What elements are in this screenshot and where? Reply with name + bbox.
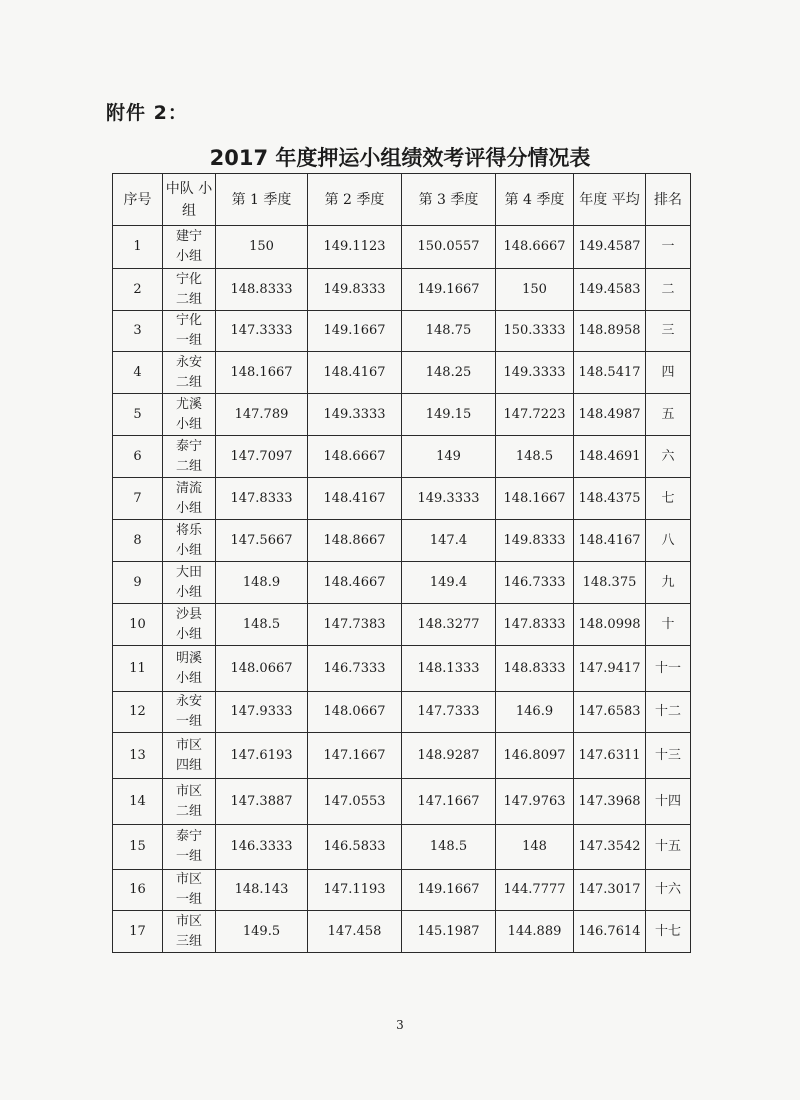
cell-q1: 147.789 (216, 394, 308, 436)
table-row (113, 825, 691, 870)
cell-team-line: 二组 (175, 291, 202, 307)
cell-avg: 147.3542 (574, 825, 646, 870)
cell-team-line: 一组 (175, 892, 202, 907)
cell-q1: 149.5 (216, 911, 308, 953)
cell-avg: 148.4375 (574, 478, 646, 520)
cell-seq: 3 (113, 311, 163, 352)
cell-rank: 二 (646, 269, 691, 311)
cell-team-line: 宁化 (175, 271, 202, 287)
table-row (113, 269, 691, 311)
header-team-line1: 中队 (165, 180, 194, 197)
table-row (113, 870, 691, 911)
cell-q4: 147.8333 (496, 604, 574, 646)
cell-q3: 148.1333 (402, 646, 496, 692)
cell-team-line: 三组 (175, 933, 202, 949)
table-row (113, 520, 691, 562)
cell-rank: 十七 (646, 911, 691, 953)
header-team (163, 174, 216, 226)
cell-rank: 十 (646, 604, 691, 646)
cell-seq: 2 (113, 269, 163, 311)
attachment-label: 附件 2： (106, 102, 188, 124)
cell-team-line: 尤溪 (175, 396, 202, 412)
page-number: 3 (396, 1018, 404, 1032)
cell-q3: 149.3333 (402, 478, 496, 520)
cell-q1: 147.3333 (216, 311, 308, 352)
header-q3: 第 3 季度 (402, 174, 496, 226)
cell-q4: 146.8097 (496, 733, 574, 779)
cell-q1: 148.8333 (216, 269, 308, 311)
cell-team-line: 小组 (175, 670, 202, 686)
cell-team-line: 一组 (175, 714, 202, 729)
cell-team (163, 394, 216, 436)
cell-q2: 148.4667 (308, 562, 402, 604)
table-row (113, 352, 691, 394)
cell-seq: 17 (113, 911, 163, 953)
table-body (113, 226, 691, 953)
cell-q2: 146.5833 (308, 825, 402, 870)
cell-avg: 147.6311 (574, 733, 646, 779)
table-row (113, 478, 691, 520)
cell-q2: 148.0667 (308, 692, 402, 733)
cell-q3: 147.4 (402, 520, 496, 562)
cell-team (163, 779, 216, 825)
cell-team (163, 733, 216, 779)
cell-avg: 147.6583 (574, 692, 646, 733)
cell-q4: 149.8333 (496, 520, 574, 562)
cell-team-line: 小组 (175, 249, 202, 264)
cell-q3: 148.5 (402, 825, 496, 870)
table-row (113, 911, 691, 953)
cell-team-line: 建宁 (175, 229, 202, 244)
table-row (113, 436, 691, 478)
cell-q1: 148.5 (216, 604, 308, 646)
cell-avg: 149.4587 (574, 226, 646, 269)
cell-q1: 146.3333 (216, 825, 308, 870)
cell-avg: 148.8958 (574, 311, 646, 352)
cell-team-line: 市区 (175, 737, 202, 753)
document-title: 2017 年度押运小组绩效考评得分情况表 (209, 146, 591, 170)
cell-q3: 149 (402, 436, 496, 478)
table-row (113, 394, 691, 436)
cell-q4: 148.5 (496, 436, 574, 478)
cell-q2: 148.8667 (308, 520, 402, 562)
cell-q3: 149.15 (402, 394, 496, 436)
header-rank: 排名 (646, 174, 691, 226)
cell-q3: 150.0557 (402, 226, 496, 269)
cell-team-line: 一组 (175, 333, 202, 348)
cell-team (163, 311, 216, 352)
cell-team (163, 352, 216, 394)
cell-team-line: 二组 (175, 458, 202, 474)
cell-team-line: 清流 (175, 480, 202, 496)
cell-q3: 147.1667 (402, 779, 496, 825)
cell-q1: 147.9333 (216, 692, 308, 733)
cell-avg: 148.4691 (574, 436, 646, 478)
cell-team (163, 269, 216, 311)
cell-avg: 149.4583 (574, 269, 646, 311)
cell-team-line: 一组 (175, 849, 202, 864)
cell-rank: 一 (646, 226, 691, 269)
cell-avg: 148.5417 (574, 352, 646, 394)
cell-q2: 149.1667 (308, 311, 402, 352)
header-seq: 序号 (113, 174, 163, 226)
cell-q4: 149.3333 (496, 352, 574, 394)
cell-q2: 148.6667 (308, 436, 402, 478)
cell-avg: 148.4987 (574, 394, 646, 436)
cell-avg: 147.9417 (574, 646, 646, 692)
cell-q3: 148.25 (402, 352, 496, 394)
cell-seq: 6 (113, 436, 163, 478)
cell-q2: 147.7383 (308, 604, 402, 646)
cell-rank: 九 (646, 562, 691, 604)
cell-q2: 148.4167 (308, 478, 402, 520)
cell-team-line: 泰宁 (175, 829, 202, 844)
header-avg-line2: 平均 (611, 191, 640, 208)
cell-team-line: 小组 (175, 584, 202, 600)
cell-q2: 147.1193 (308, 870, 402, 911)
cell-team (163, 646, 216, 692)
cell-team-line: 小组 (175, 542, 202, 558)
cell-q1: 148.0667 (216, 646, 308, 692)
cell-team-line: 宁化 (175, 313, 202, 328)
table-row (113, 733, 691, 779)
cell-seq: 14 (113, 779, 163, 825)
cell-q1: 147.5667 (216, 520, 308, 562)
table-row (113, 692, 691, 733)
cell-q4: 144.7777 (496, 870, 574, 911)
cell-q2: 148.4167 (308, 352, 402, 394)
cell-team-line: 明溪 (175, 650, 202, 666)
cell-rank: 三 (646, 311, 691, 352)
cell-rank: 十六 (646, 870, 691, 911)
cell-team-line: 小组 (175, 500, 202, 516)
cell-seq: 16 (113, 870, 163, 911)
cell-seq: 4 (113, 352, 163, 394)
table-row (113, 604, 691, 646)
cell-team (163, 911, 216, 953)
cell-seq: 1 (113, 226, 163, 269)
cell-avg: 148.375 (574, 562, 646, 604)
cell-q4: 148.1667 (496, 478, 574, 520)
cell-rank: 十五 (646, 825, 691, 870)
cell-team-line: 四组 (175, 757, 202, 773)
header-avg-line1: 年度 (579, 191, 608, 208)
cell-team-line: 市区 (175, 872, 202, 887)
cell-q1: 147.3887 (216, 779, 308, 825)
cell-team (163, 562, 216, 604)
cell-q4: 148.6667 (496, 226, 574, 269)
cell-q4: 148 (496, 825, 574, 870)
cell-q4: 147.7223 (496, 394, 574, 436)
cell-team (163, 692, 216, 733)
cell-q4: 144.889 (496, 911, 574, 953)
cell-team (163, 520, 216, 562)
cell-team (163, 436, 216, 478)
cell-seq: 5 (113, 394, 163, 436)
cell-q3: 149.1667 (402, 870, 496, 911)
cell-q2: 147.458 (308, 911, 402, 953)
cell-q3: 145.1987 (402, 911, 496, 953)
table-row (113, 646, 691, 692)
cell-avg: 148.4167 (574, 520, 646, 562)
cell-team-line: 永安 (175, 354, 202, 370)
cell-seq: 15 (113, 825, 163, 870)
cell-team (163, 226, 216, 269)
cell-rank: 十四 (646, 779, 691, 825)
cell-q1: 148.1667 (216, 352, 308, 394)
cell-q1: 148.143 (216, 870, 308, 911)
cell-avg: 147.3968 (574, 779, 646, 825)
cell-team-line: 市区 (175, 783, 202, 799)
cell-q1: 147.7097 (216, 436, 308, 478)
cell-rank: 四 (646, 352, 691, 394)
cell-avg: 148.0998 (574, 604, 646, 646)
cell-q2: 149.3333 (308, 394, 402, 436)
cell-team-line: 沙县 (175, 606, 202, 622)
table-row (113, 562, 691, 604)
cell-q4: 148.8333 (496, 646, 574, 692)
cell-q2: 149.1123 (308, 226, 402, 269)
cell-q1: 148.9 (216, 562, 308, 604)
header-team-line2: 小组 (182, 180, 213, 219)
cell-team-line: 二组 (175, 374, 202, 390)
cell-team-line: 二组 (175, 803, 202, 819)
cell-rank: 七 (646, 478, 691, 520)
cell-q3: 148.75 (402, 311, 496, 352)
cell-seq: 8 (113, 520, 163, 562)
cell-q2: 147.0553 (308, 779, 402, 825)
cell-team-line: 小组 (175, 626, 202, 642)
cell-seq: 10 (113, 604, 163, 646)
cell-avg: 146.7614 (574, 911, 646, 953)
cell-q1: 147.6193 (216, 733, 308, 779)
cell-q4: 146.7333 (496, 562, 574, 604)
header-q4: 第 4 季度 (496, 174, 574, 226)
header-row (113, 174, 691, 226)
cell-rank: 六 (646, 436, 691, 478)
cell-q3: 148.3277 (402, 604, 496, 646)
cell-team (163, 870, 216, 911)
cell-q4: 147.9763 (496, 779, 574, 825)
cell-rank: 八 (646, 520, 691, 562)
cell-team-line: 将乐 (175, 522, 202, 538)
cell-q2: 146.7333 (308, 646, 402, 692)
cell-q4: 150.3333 (496, 311, 574, 352)
cell-seq: 12 (113, 692, 163, 733)
cell-q4: 146.9 (496, 692, 574, 733)
table-row (113, 311, 691, 352)
cell-q3: 147.7333 (402, 692, 496, 733)
score-table (112, 173, 691, 953)
cell-q3: 149.1667 (402, 269, 496, 311)
cell-team-line: 市区 (175, 913, 202, 929)
cell-q3: 148.9287 (402, 733, 496, 779)
cell-rank: 五 (646, 394, 691, 436)
cell-q2: 149.8333 (308, 269, 402, 311)
cell-avg: 147.3017 (574, 870, 646, 911)
cell-team-line: 永安 (175, 694, 202, 709)
cell-q1: 147.8333 (216, 478, 308, 520)
table-row (113, 226, 691, 269)
cell-q2: 147.1667 (308, 733, 402, 779)
cell-team-line: 泰宁 (175, 438, 202, 454)
cell-team-line: 大田 (175, 564, 202, 580)
cell-seq: 7 (113, 478, 163, 520)
cell-q1: 150 (216, 226, 308, 269)
cell-team-line: 小组 (175, 416, 202, 432)
cell-rank: 十三 (646, 733, 691, 779)
cell-q3: 149.4 (402, 562, 496, 604)
header-q1: 第 1 季度 (216, 174, 308, 226)
header-q2: 第 2 季度 (308, 174, 402, 226)
cell-rank: 十二 (646, 692, 691, 733)
header-avg (574, 174, 646, 226)
cell-seq: 13 (113, 733, 163, 779)
cell-rank: 十一 (646, 646, 691, 692)
table-row (113, 779, 691, 825)
cell-team (163, 478, 216, 520)
cell-seq: 9 (113, 562, 163, 604)
cell-q4: 150 (496, 269, 574, 311)
cell-team (163, 604, 216, 646)
cell-team (163, 825, 216, 870)
cell-seq: 11 (113, 646, 163, 692)
